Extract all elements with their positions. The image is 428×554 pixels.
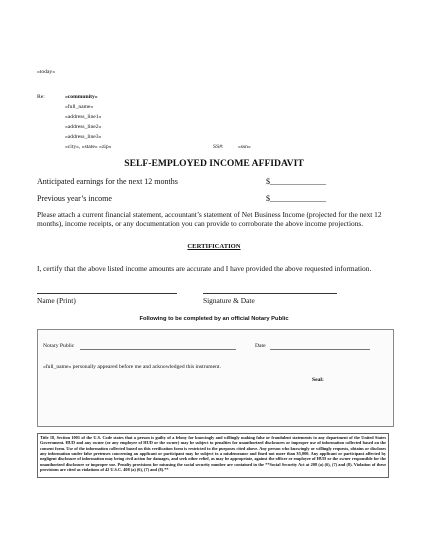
ssn-merge-field: «ssn» [238,144,251,150]
name-print-line[interactable] [37,293,177,294]
signature-date-label: Signature & Date [203,296,255,305]
signature-date-line[interactable] [203,293,337,294]
seal-label: Seal: [312,377,324,383]
re-label: Re: [37,94,45,100]
anticipated-earnings-field[interactable]: $______________ [266,177,326,186]
name-print-label: Name (Print) [37,296,76,305]
address-line1-merge-field: «address_line1» [65,114,102,120]
notary-appeared-text: «full_name» personally appeared before me and acknowledged this instrument. [43,364,221,370]
notary-date-label: Date [255,343,266,349]
address-line2-merge-field: «address_line2» [65,124,102,130]
notary-public-line[interactable] [80,349,236,350]
certification-heading: CERTIFICATION [187,243,241,250]
date-merge-field: «today» [37,69,56,75]
previous-income-field[interactable]: $______________ [266,194,326,203]
city-state-zip-merge-field: «city», «state» «zip» [65,144,112,150]
anticipated-earnings-label: Anticipated earnings for the next 12 months [37,177,178,186]
notary-public-label: Notary Public [43,343,75,349]
notary-heading: Following to be completed by an official Notary Public [139,316,289,322]
address-line3-merge-field: «address_line3» [65,134,102,140]
notary-date-line[interactable] [270,349,370,350]
form-title: SELF-EMPLOYED INCOME AFFIDAVIT [124,158,304,169]
previous-income-label: Previous year’s income [37,194,112,203]
instructions-paragraph: Please attach a current financial statement, accountant’s statement of Net Business Income (projected for the next 12 months), income receipts, or any documentation you can provide to corroborate the above income projections. [37,210,382,229]
certification-paragraph: I, certify that the above listed income amounts are accurate and I have provided the above requested information. [37,264,372,273]
legal-disclaimer: Title 18, Section 1001 of the U.S. Code states that a person is guilty of a felony for knowingly and willingly making false or fraudulent statements to any department of the United States Government. HUD and any owner (or any employee of HUD or the owner) may be subject to penalties for unauthorized disclosures or improper use of information collected based on the consent form. Use of the information collected based on this verification form is restricted to the purposes cited above. Any person who knowingly or willingly requests, obtains or discloses any information under false pretenses concerning an applicant or participant may be subject to a misdemeanor and fined not more than $5,000. Any applicant or participant affected by negligent disclosure of information may bring civil action for damages, and seek other relief, as may be appropriate, against the officer or employee of HUD or the owner responsible for the unauthorized disclosure or improper use. Penalty provisions for misusing the social security number are contained in the **Social Security Act at 208 (a) (6), (7) and (8). Violation of these provisions are cited as violations of 42 U.S.C. 408 (a) (6), (7) and (8).** [37,433,389,478]
community-merge-field: «community» [65,94,98,100]
ss-label: SS#: [213,144,224,150]
notary-section [37,329,394,427]
full-name-merge-field: «full_name» [65,104,94,110]
